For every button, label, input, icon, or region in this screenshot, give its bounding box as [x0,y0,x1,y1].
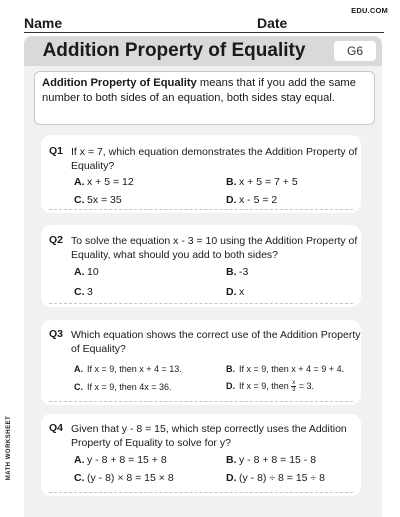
definition-box [34,71,375,125]
question-card [41,320,361,405]
option-d[interactable]: D. (y - 8) ÷ 8 = 15 ÷ 8 [226,472,325,484]
question-card [41,135,361,213]
option-c[interactable]: C. 5x = 35 [74,194,122,206]
option-b[interactable]: B. If x = 9, then x + 4 = 9 + 4. [226,364,345,374]
question-number: Q3 [49,328,64,340]
option-a[interactable]: A. y - 8 + 8 = 15 + 8 [74,454,167,466]
question-text: Given that y - 8 = 15, which step correctly uses the Addition Property of Equality to solve for y? [71,423,347,449]
side-label: MATH WORKSHEET [6,415,12,481]
header-divider [24,32,384,33]
question-card [41,414,361,496]
option-b[interactable]: B. x + 5 = 7 + 5 [226,176,298,188]
option-d[interactable]: D. x - 5 = 2 [226,194,278,206]
definition-text: means that if you add the same number to both sides of an equation, both sides stay equal. [42,77,356,104]
question-number: Q2 [49,234,64,246]
date-label: Date [257,15,288,31]
option-a[interactable]: A. x + 5 = 12 [74,176,134,188]
option-b[interactable]: B. y - 8 + 8 = 15 - 8 [226,454,317,466]
option-b[interactable]: B. -3 [226,266,249,278]
option-a[interactable]: A. 10 [74,266,99,278]
brand-logo: EDU.COM [351,6,388,15]
option-c[interactable]: C. If x = 9, then 4x = 36. [74,382,172,392]
grade-badge: G6 [334,41,376,61]
option-d[interactable]: D. x [226,286,245,298]
option-c[interactable]: C. (y - 8) × 8 = 15 × 8 [74,472,174,484]
definition-term: Addition Property of Equality [42,77,197,89]
question-card [41,225,361,307]
question-text: Which equation shows the correct use of the Addition Property of Equality? [71,329,361,355]
fraction: $\frac{x}{3}$ [292,380,296,393]
option-a[interactable]: A. If x = 9, then x + 4 = 13. [74,364,182,374]
option-d[interactable]: D. If x = 9, then $\frac{x}{3}$ = 3. [226,380,315,393]
question-text: If x = 7, which equation demonstrates the Addition Property of Equality? [71,146,358,172]
question-number: Q1 [49,145,64,157]
option-c[interactable]: C. 3 [74,286,93,298]
question-text: To solve the equation x - 3 = 10 using the Addition Property of Equality, what should you add to both sides? [71,235,358,261]
name-label: Name [24,15,63,31]
worksheet-title: Addition Property of Equality [42,40,306,61]
question-number: Q4 [49,422,64,434]
